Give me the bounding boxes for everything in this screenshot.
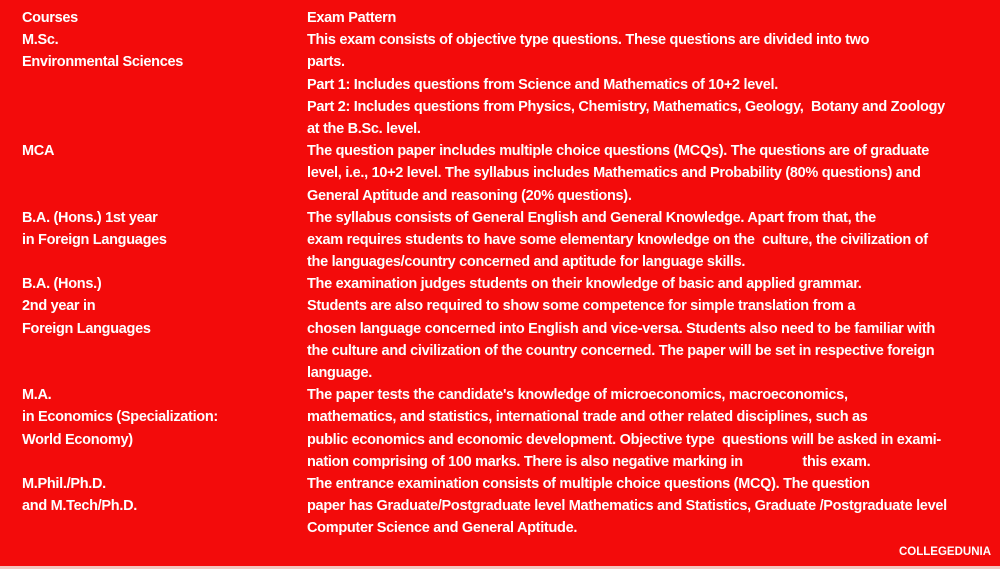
course-name-line: Foreign Languages xyxy=(22,320,151,337)
course-row xyxy=(0,140,1000,207)
exam-pattern-cell xyxy=(307,273,1000,384)
course-name-line: M.Phil./Ph.D. xyxy=(22,475,106,492)
course-name-line: in Foreign Languages xyxy=(22,231,167,248)
exam-pattern-cell xyxy=(307,384,1000,473)
exam-pattern-line: level, i.e., 10+2 level. The syllabus includes Mathematics and Probability (80% questions) and xyxy=(307,165,921,182)
exam-pattern-line: Computer Science and General Aptitude. xyxy=(307,520,578,537)
course-row xyxy=(0,207,1000,274)
exam-pattern-line: Part 2: Includes questions from Physics, Chemistry, Mathematics, Geology, Botany and Zoology xyxy=(307,98,945,115)
course-name-line: World Economy) xyxy=(22,431,133,448)
courses-header-cell xyxy=(0,7,307,29)
course-name-line: B.A. (Hons.) 1st year xyxy=(22,209,158,226)
exam-pattern-line: The paper tests the candidate's knowledge of microeconomics, macroeconomics, xyxy=(307,387,848,404)
course-name-cell xyxy=(0,29,307,73)
course-name-cell xyxy=(0,384,307,451)
exam-pattern-line: language. xyxy=(307,365,372,381)
course-name-cell xyxy=(0,273,307,340)
course-name-line: M.Sc. xyxy=(22,32,59,49)
exam-pattern-line: chosen language concerned into English and vice-versa. Students also need to be familiar with xyxy=(307,320,935,337)
exam-pattern-line: mathematics, and statistics, international trade and other related disciplines, such as xyxy=(307,409,868,426)
exam-pattern-line: The examination judges students on their knowledge of basic and applied grammar. xyxy=(307,276,862,293)
course-row xyxy=(0,29,1000,140)
exam-pattern-line: paper has Graduate/Postgraduate level Mathematics and Statistics, Graduate /Postgraduate level xyxy=(307,498,947,515)
exam-pattern-line: parts. xyxy=(307,54,345,71)
exam-pattern-line: The question paper includes multiple choice questions (MCQs). The questions are of graduate xyxy=(307,143,930,160)
courses-column-header: Courses xyxy=(22,10,78,26)
exam-pattern-column-header: Exam Pattern xyxy=(307,10,397,26)
course-row xyxy=(0,273,1000,384)
course-row xyxy=(0,473,1000,540)
exam-pattern-line: The syllabus consists of General English and General Knowledge. Apart from that, the xyxy=(307,209,876,226)
course-row xyxy=(0,384,1000,473)
exam-pattern-cell xyxy=(307,29,1000,140)
exam-pattern-cell xyxy=(307,473,1000,540)
exam-pattern-line: Students are also required to show some competence for simple translation from a xyxy=(307,298,856,315)
exam-pattern-cell xyxy=(307,207,1000,274)
course-name-cell xyxy=(0,473,307,517)
exam-pattern-line: This exam consists of objective type questions. These questions are divided into two xyxy=(307,32,870,49)
exam-pattern-line: public economics and economic development. Objective type questions will be asked in exami- xyxy=(307,431,941,448)
exam-pattern-line: General Aptitude and reasoning (20% questions). xyxy=(307,187,632,204)
course-name-line: and M.Tech/Ph.D. xyxy=(22,498,137,515)
table-header-row xyxy=(0,7,1000,29)
course-name-line: MCA xyxy=(22,143,55,160)
course-name-line: in Economics (Specialization: xyxy=(22,409,218,426)
table-body xyxy=(0,29,1000,539)
exam-pattern-line: at the B.Sc. level. xyxy=(307,120,421,137)
course-name-line: B.A. (Hons.) xyxy=(22,276,102,293)
exam-pattern-line: the culture and civilization of the country concerned. The paper will be set in respective foreign xyxy=(307,342,935,359)
exam-pattern-line: nation comprising of 100 marks. There is also negative marking in this exam. xyxy=(307,453,871,470)
collegedunia-watermark: COLLEGEDUNIA xyxy=(899,546,991,558)
course-name-cell xyxy=(0,207,307,251)
exam-pattern-cell xyxy=(307,140,1000,207)
course-name-line: M.A. xyxy=(22,387,52,404)
course-name-line: Environmental Sciences xyxy=(22,54,184,71)
exam-pattern-header-cell xyxy=(307,7,1000,29)
exam-pattern-line: the languages/country concerned and aptitude for language skills. xyxy=(307,254,746,271)
exam-pattern-line: The entrance examination consists of multiple choice questions (MCQ). The question xyxy=(307,475,870,492)
course-name-line: 2nd year in xyxy=(22,298,96,315)
exam-pattern-line: exam requires students to have some elementary knowledge on the culture, the civilization of xyxy=(307,231,928,248)
exam-pattern-line: Part 1: Includes questions from Science and Mathematics of 10+2 level. xyxy=(307,76,778,93)
course-name-cell xyxy=(0,140,307,162)
